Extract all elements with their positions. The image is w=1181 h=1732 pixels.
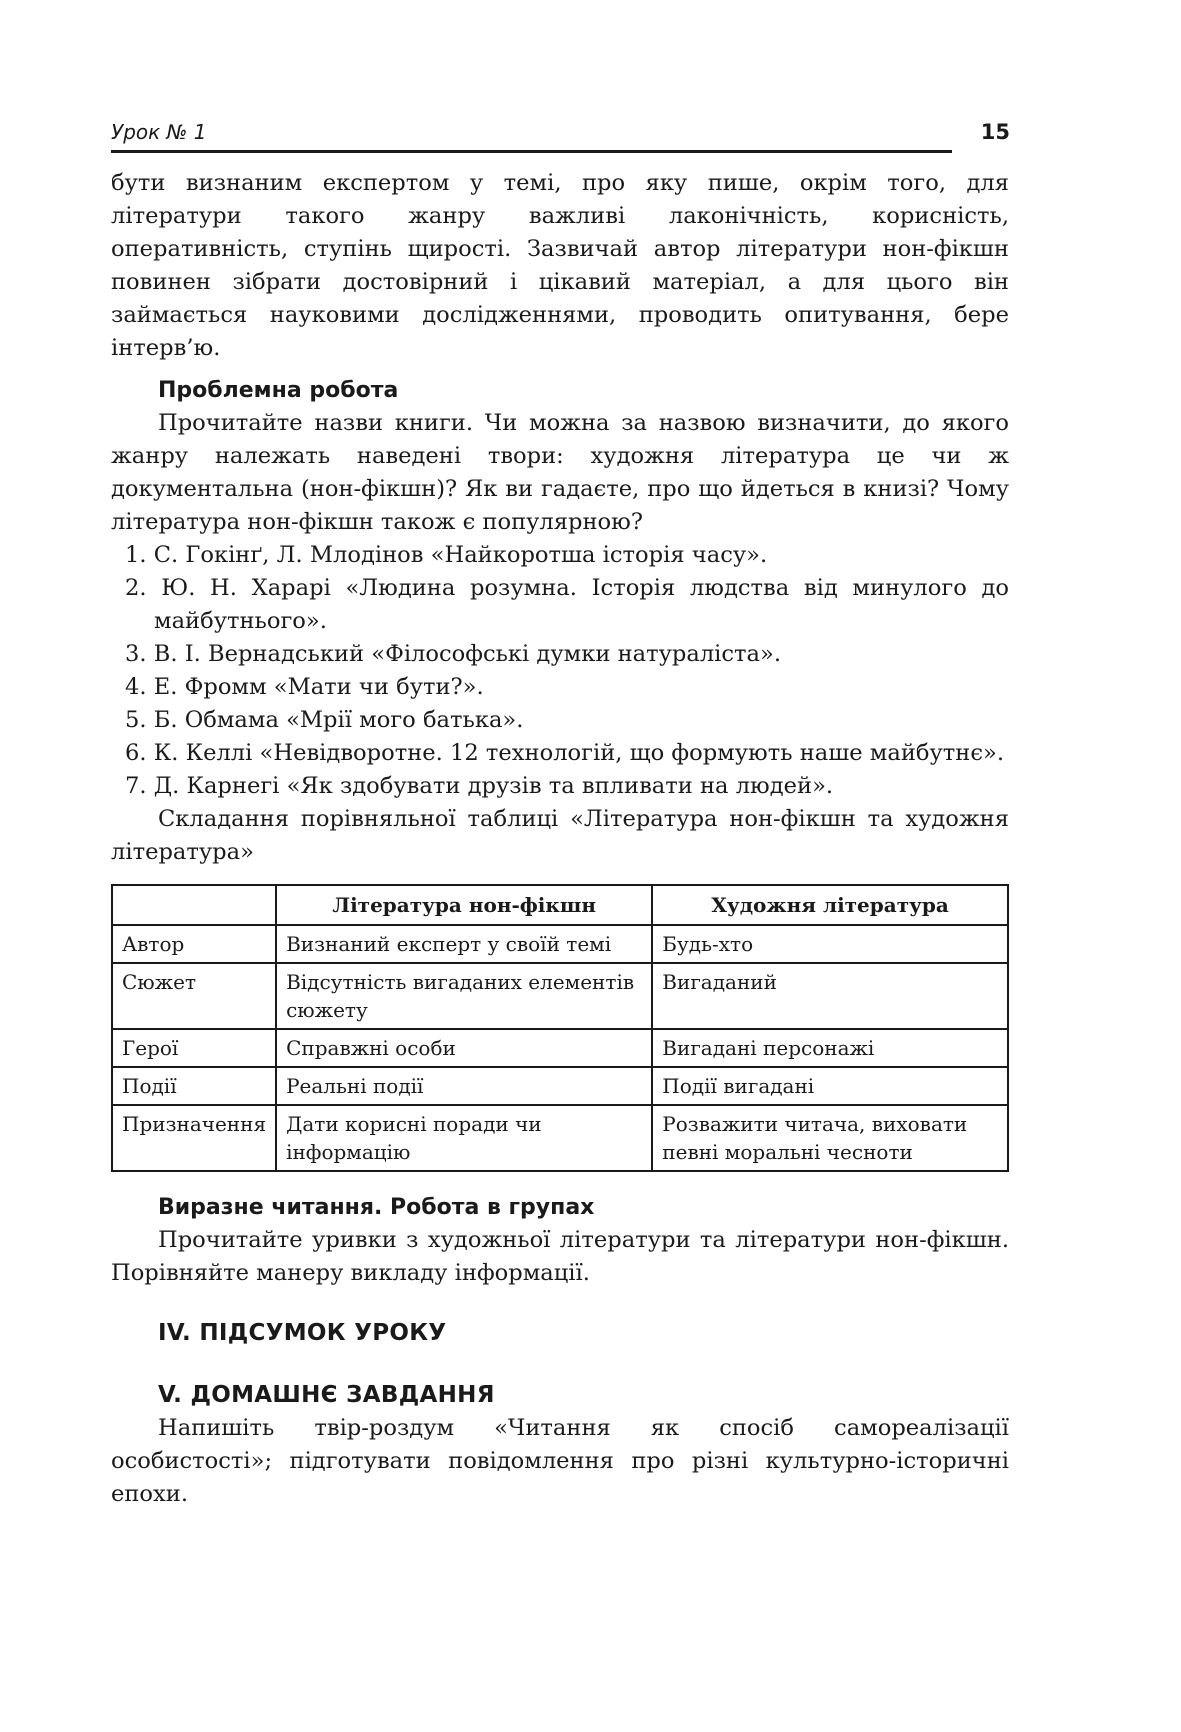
- table-cell: Призначення: [112, 1105, 276, 1171]
- homework-heading: V. ДОМАШНЄ ЗАВДАННЯ: [158, 1382, 495, 1408]
- table-cell: Справжні особи: [276, 1029, 652, 1067]
- table-cell: Реальні події: [276, 1067, 652, 1105]
- table-cell: Вигадані персонажі: [652, 1029, 1008, 1067]
- lesson-label: Урок № 1: [111, 120, 207, 144]
- list-item: 6. К. Келлі «Невідворотне. 12 технологій, що формують наше майбутнє».: [125, 740, 1005, 766]
- table-header-cell: Художня література: [652, 885, 1008, 925]
- reading-section-heading: Виразне читання. Робота в групах: [158, 1195, 595, 1220]
- problem-work-heading: Проблемна робота: [158, 378, 399, 403]
- table-cell: Розважити читача, виховати певні моральні чесноти: [652, 1105, 1008, 1171]
- list-item: 7. Д. Карнегі «Як здобувати друзів та впливати на людей».: [125, 773, 834, 799]
- problem-task-paragraph: Прочитайте назви книги. Чи можна за назвою визначити, до якого жанру належать наведені твори: художня література це чи ж документальна (нон-фікшн)? Як ви гадаєте, про що йдеться в книзі? Чому література нон-фікшн також є популярною?: [111, 410, 1009, 535]
- table-row: [112, 925, 1008, 963]
- reading-task-paragraph: Прочитайте уривки з художньої літератури та літератури нон-фікшн. Порівняйте манеру викладу інформації.: [111, 1227, 1009, 1286]
- list-item: 4. Е. Фромм «Мати чи бути?».: [125, 674, 484, 700]
- page-number: 15: [980, 120, 1010, 144]
- table-caption: Складання порівняльної таблиці «Література нон-фікшн та художня література»: [111, 806, 1009, 865]
- list-item: 1. С. Гокінґ, Л. Млодінов «Найкоротша історія часу».: [125, 542, 768, 568]
- table-cell: Сюжет: [112, 963, 276, 1029]
- table-cell: Будь-хто: [652, 925, 1008, 963]
- book-list: [111, 539, 1009, 803]
- list-item: 2. Ю. Н. Харарі «Людина розумна. Історія людства від минулого до майбутнього».: [125, 575, 1009, 634]
- table-cell: Відсутність вигаданих елементів сюжету: [276, 963, 652, 1029]
- list-item: 3. В. І. Вернадський «Філософські думки натураліста».: [125, 641, 782, 667]
- intro-paragraph: бути визнаним експертом у темі, про яку пише, окрім того, для літератури такого жанру важливі лаконічність, корисність, оперативність, ступінь щирості. Зазвичай автор літератури нон-фікшн повинен зібрати достовірний і цікавий матеріал, а для цього він займається науковими дослідженнями, проводить опитування, бере інтерв’ю.: [111, 170, 1009, 361]
- table-header-cell: [112, 885, 276, 925]
- table-cell: Події вигадані: [652, 1067, 1008, 1105]
- comparison-table: [111, 884, 1009, 1172]
- table-row: [112, 963, 1008, 1029]
- table-row: [112, 1029, 1008, 1067]
- table-cell: Дати корисні поради чи інформацію: [276, 1105, 652, 1171]
- table-row: [112, 1105, 1008, 1171]
- table-cell: Визнаний експерт у своїй темі: [276, 925, 652, 963]
- running-header: [111, 120, 1010, 153]
- document-page: [111, 120, 1009, 1511]
- table-row: [112, 1067, 1008, 1105]
- table-cell: Вигаданий: [652, 963, 1008, 1029]
- table-cell: Події: [112, 1067, 276, 1105]
- homework-task-paragraph: Напишіть твір-роздум «Читання як спосіб самореалізації особистості»; підготувати повідомлення про різні культурно-історичні епохи.: [111, 1415, 1009, 1507]
- summary-heading: IV. ПІДСУМОК УРОКУ: [158, 1320, 447, 1346]
- table-header-row: [112, 885, 1008, 925]
- list-item: 5. Б. Обмама «Мрії мого батька».: [125, 707, 524, 733]
- table-header-cell: Література нон-фікшн: [276, 885, 652, 925]
- table-cell: Герої: [112, 1029, 276, 1067]
- table-cell: Автор: [112, 925, 276, 963]
